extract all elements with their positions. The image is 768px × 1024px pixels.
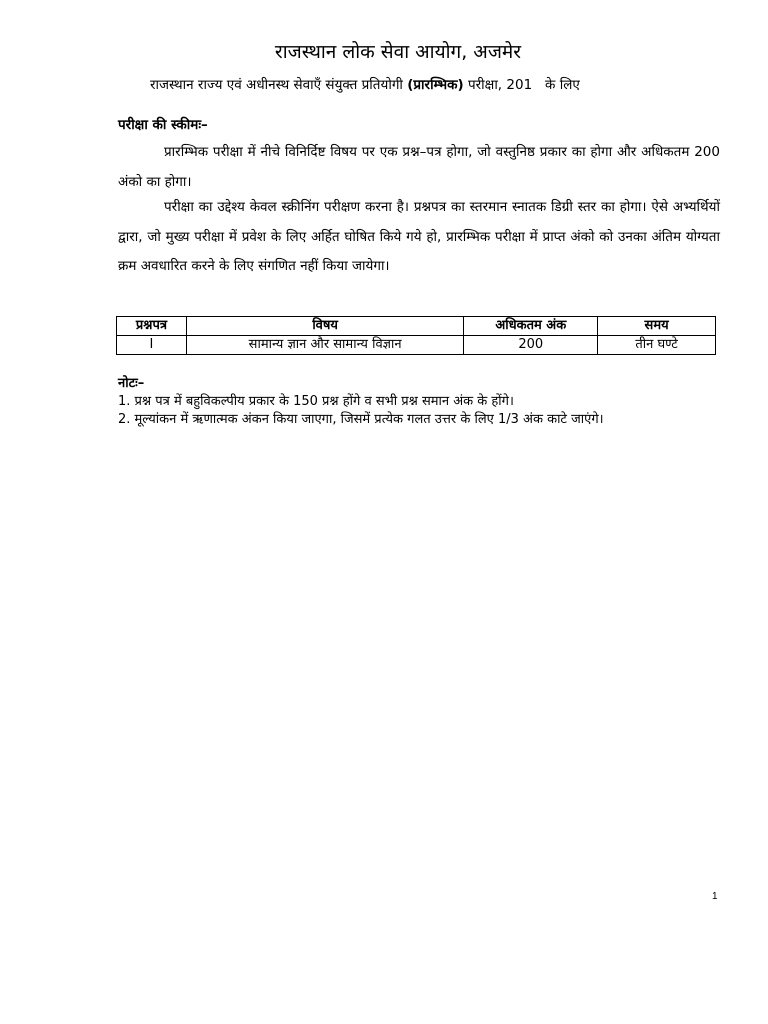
- table-row: [117, 336, 716, 355]
- table-header-cell: समय: [598, 317, 716, 336]
- table-header-cell: प्रश्नपत्र: [117, 317, 187, 336]
- note-item: 1. प्रश्न पत्र में बहुविकल्पीय प्रकार के 150 प्रश्न होंगे व सभी प्रश्न समान अंक के होंगे।: [118, 394, 514, 409]
- table-header-cell: अधिकतम अंक: [464, 317, 598, 336]
- note-item: 2. मूल्यांकन में ऋणात्मक अंकन किया जाएगा, जिसमें प्रत्येक गलत उत्तर के लिए 1/3 अंक काटे जाएंगे।: [118, 412, 604, 427]
- exam-scheme-table: [116, 316, 716, 355]
- subtitle-text-bold: (प्रारम्भिक): [407, 77, 464, 93]
- notes-list: [118, 393, 718, 429]
- table-cell: I: [117, 336, 187, 355]
- table-header-row: [117, 317, 716, 336]
- paragraph-1: प्रारम्भिक परीक्षा में नीचे विनिर्दिष्ट विषय पर एक प्रश्न–पत्र होगा, जो वस्तुनिष्ठ प्रकार का होगा और अधिकतम 200 अंको का होगा।: [118, 144, 720, 190]
- table-header-cell: विषय: [186, 317, 463, 336]
- subtitle-text-post: परीक्षा, 201 के लिए: [463, 77, 580, 93]
- page-number: 1: [712, 891, 718, 902]
- section-heading: परीक्षा की स्कीमः–: [118, 117, 208, 133]
- table-cell: सामान्य ज्ञान और सामान्य विज्ञान: [186, 336, 463, 355]
- note-heading: नोटः–: [118, 376, 145, 391]
- subtitle-text-pre: राजस्थान राज्य एवं अधीनस्थ सेवाएँ संयुक्त प्रतियोगी: [150, 77, 408, 93]
- document-subtitle: [150, 73, 580, 97]
- paragraph-2: परीक्षा का उद्देश्य केवल स्क्रीनिंग परीक्षण करना है। प्रश्नपत्र का स्तरमान स्नातक डिग्री स्तर का होगा। ऐसे अभ्यर्थियों द्वारा, जो मुख्य परीक्षा में प्रवेश के लिए अर्हित घोषित किये गये हो, प्रारम्भिक परीक्षा में प्राप्त अंको को उनका अंतिम योग्यता क्रम अवधारित करने के लिए संगणित नहीं किया जायेगा।: [118, 199, 720, 274]
- table-cell: तीन घण्टे: [598, 336, 716, 355]
- document-title: राजस्थान लोक सेवा आयोग, अजमेर: [274, 41, 522, 63]
- table-cell: 200: [464, 336, 598, 355]
